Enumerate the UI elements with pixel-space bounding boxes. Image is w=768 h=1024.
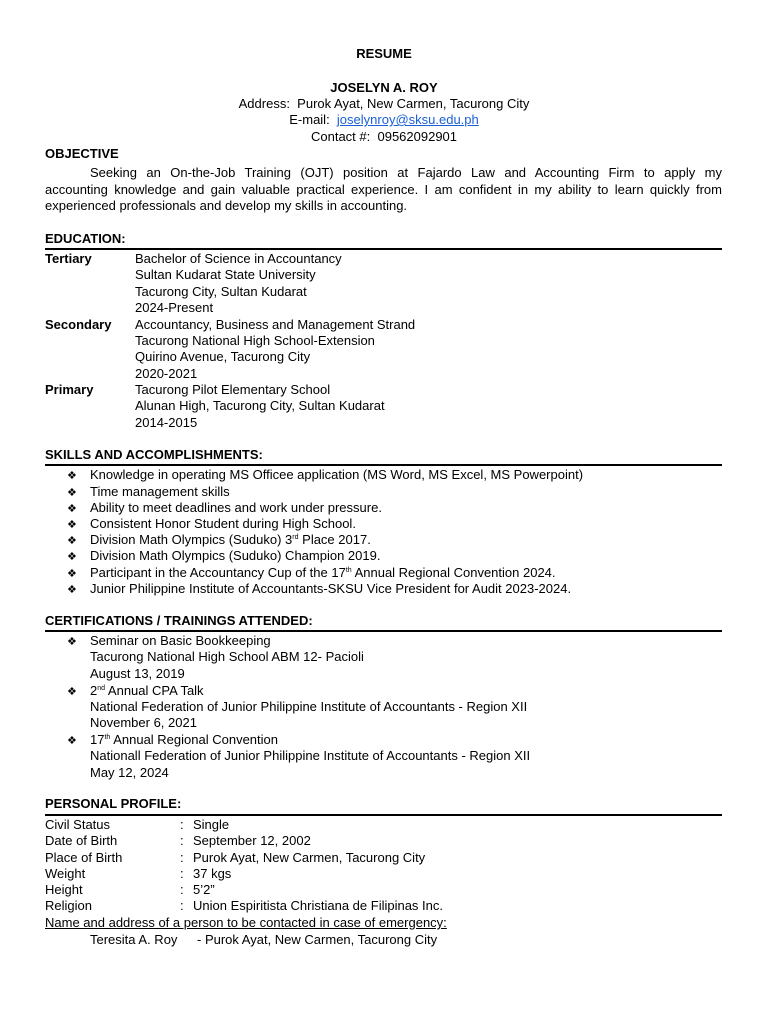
personal-heading: PERSONAL PROFILE: <box>45 796 182 811</box>
email-link[interactable]: joselynroy@sksu.edu.ph <box>336 112 479 127</box>
profile-separator: : <box>180 833 184 848</box>
certification-date: November 6, 2021 <box>90 715 197 730</box>
profile-separator: : <box>180 817 184 832</box>
phone-label: Contact #: <box>310 129 371 144</box>
profile-value: Purok Ayat, New Carmen, Tacurong City <box>193 850 426 865</box>
diamond-bullet-icon: ❖ <box>67 636 77 648</box>
education-level: Tertiary <box>45 251 92 266</box>
skill-text: Division Math Olympics (Suduko) Champion 2019. <box>90 548 381 563</box>
education-line: Alunan High, Tacurong City, Sultan Kudarat <box>135 398 385 413</box>
skill-item <box>67 467 77 484</box>
diamond-bullet-icon: ❖ <box>67 535 77 547</box>
certification-title-part: Annual Regional Convention <box>110 732 278 747</box>
certifications-heading: CERTIFICATIONS / TRAININGS ATTENDED: <box>45 613 313 628</box>
address-label: Address: <box>238 96 290 111</box>
certification-title <box>90 732 278 748</box>
education-line: Tacurong National High School-Extension <box>135 333 375 348</box>
address-line <box>0 96 768 112</box>
education-line: 2020-2021 <box>135 366 198 381</box>
profile-value: Union Espiritista Christiana de Filipinas Inc. <box>193 898 443 913</box>
skill-item <box>67 548 77 565</box>
skill-item <box>67 500 77 517</box>
certification-line: Nationall Federation of Junior Philippine Institute of Accountants - Region XII <box>90 748 531 763</box>
certifications-divider <box>45 630 722 632</box>
education-level: Primary <box>45 382 94 397</box>
certification-title-part: Annual CPA Talk <box>105 683 204 698</box>
profile-label: Religion <box>45 898 92 913</box>
certification-date: August 13, 2019 <box>90 666 185 681</box>
profile-value: September 12, 2002 <box>193 833 311 848</box>
applicant-name: JOSELYN A. ROY <box>330 80 438 95</box>
education-line: Tacurong City, Sultan Kudarat <box>135 284 307 299</box>
email-label: E-mail: <box>289 112 330 127</box>
skill-text-part: Annual Regional Convention 2024. <box>351 565 556 580</box>
education-level: Secondary <box>45 317 112 332</box>
personal-divider <box>45 814 722 816</box>
profile-label: Date of Birth <box>45 833 118 848</box>
certification-title-part: Seminar on Basic Bookkeeping <box>90 633 271 648</box>
objective-line: experienced professionals and develop my skills in accounting. <box>45 198 408 213</box>
skills-heading: SKILLS AND ACCOMPLISHMENTS: <box>45 447 263 462</box>
education-line: Sultan Kudarat State University <box>135 267 316 282</box>
profile-value: 5’2” <box>193 882 215 897</box>
skill-text: Knowledge in operating MS Officee application (MS Word, MS Excel, MS Powerpoint) <box>90 467 584 482</box>
email-line <box>0 112 768 128</box>
certification-date: May 12, 2024 <box>90 765 169 780</box>
profile-separator: : <box>180 882 184 897</box>
emergency-contact-name: Teresita A. Roy <box>90 932 178 947</box>
diamond-bullet-icon: ❖ <box>67 487 77 499</box>
profile-separator: : <box>180 866 184 881</box>
skill-text-part: Place 2017. <box>298 532 371 547</box>
diamond-bullet-icon: ❖ <box>67 686 77 698</box>
diamond-bullet-icon: ❖ <box>67 568 77 580</box>
skill-text-part: Division Math Olympics (Suduko) 3 <box>90 532 293 547</box>
education-line: Tacurong Pilot Elementary School <box>135 382 331 397</box>
skill-item <box>67 581 77 598</box>
skill-text: Junior Philippine Institute of Accountants-SKSU Vice President for Audit 2023-2024. <box>90 581 572 596</box>
certification-line: Tacurong National High School ABM 12- Pacioli <box>90 649 364 664</box>
ordinal-suffix: rd <box>292 534 299 541</box>
diamond-bullet-icon: ❖ <box>67 519 77 531</box>
skill-text <box>90 565 556 581</box>
emergency-contact-address: - Purok Ayat, New Carmen, Tacurong City <box>197 932 438 947</box>
education-line: Accountancy, Business and Management Strand <box>135 317 416 332</box>
resume-title: RESUME <box>356 46 412 61</box>
skills-divider <box>45 464 722 466</box>
education-divider <box>45 248 722 250</box>
profile-value: 37 kgs <box>193 866 232 881</box>
emergency-contact-heading: Name and address of a person to be contacted in case of emergency: <box>45 915 447 930</box>
address-value: Purok Ayat, New Carmen, Tacurong City <box>297 96 530 111</box>
skill-text: Time management skills <box>90 484 230 499</box>
skill-item <box>67 516 77 533</box>
phone-value: 09562092901 <box>377 129 458 144</box>
profile-separator: : <box>180 850 184 865</box>
profile-label: Place of Birth <box>45 850 123 865</box>
certification-title-part: 17 <box>90 732 105 747</box>
ordinal-suffix: th <box>345 567 352 574</box>
skill-item <box>67 565 77 582</box>
education-heading: EDUCATION: <box>45 231 126 246</box>
objective-line: Seeking an On-the-Job Training (OJT) position at Fajardo Law and Accounting Firm to apply my <box>90 165 722 180</box>
diamond-bullet-icon: ❖ <box>67 735 77 747</box>
profile-separator: : <box>180 898 184 913</box>
diamond-bullet-icon: ❖ <box>67 503 77 515</box>
diamond-bullet-icon: ❖ <box>67 551 77 563</box>
skill-item <box>67 532 77 549</box>
skill-text: Ability to meet deadlines and work under pressure. <box>90 500 382 515</box>
objective-paragraph <box>45 165 722 215</box>
skill-text <box>90 532 371 548</box>
certification-line: National Federation of Junior Philippine Institute of Accountants - Region XII <box>90 699 528 714</box>
phone-line <box>0 129 768 145</box>
certification-item <box>67 683 77 700</box>
skill-text: Consistent Honor Student during High School. <box>90 516 356 531</box>
skill-text-part: Participant in the Accountancy Cup of the 17 <box>90 565 346 580</box>
profile-label: Civil Status <box>45 817 111 832</box>
skill-item <box>67 484 77 501</box>
education-line: Bachelor of Science in Accountancy <box>135 251 342 266</box>
objective-heading: OBJECTIVE <box>45 146 119 161</box>
certification-item <box>67 732 77 749</box>
education-line: 2014-2015 <box>135 415 198 430</box>
diamond-bullet-icon: ❖ <box>67 470 77 482</box>
ordinal-suffix: th <box>104 734 111 741</box>
certification-title <box>90 683 204 699</box>
certification-item <box>67 633 77 650</box>
certification-title <box>90 633 271 649</box>
certification-title-part: 2 <box>90 683 98 698</box>
diamond-bullet-icon: ❖ <box>67 584 77 596</box>
ordinal-suffix: nd <box>97 685 106 692</box>
education-line: Quirino Avenue, Tacurong City <box>135 349 311 364</box>
profile-value: Single <box>193 817 230 832</box>
education-line: 2024-Present <box>135 300 214 315</box>
profile-label: Height <box>45 882 83 897</box>
profile-label: Weight <box>45 866 86 881</box>
objective-line: accounting knowledge and gain valuable practical experience. I am confident in my ability to learn quickly from <box>45 181 722 197</box>
